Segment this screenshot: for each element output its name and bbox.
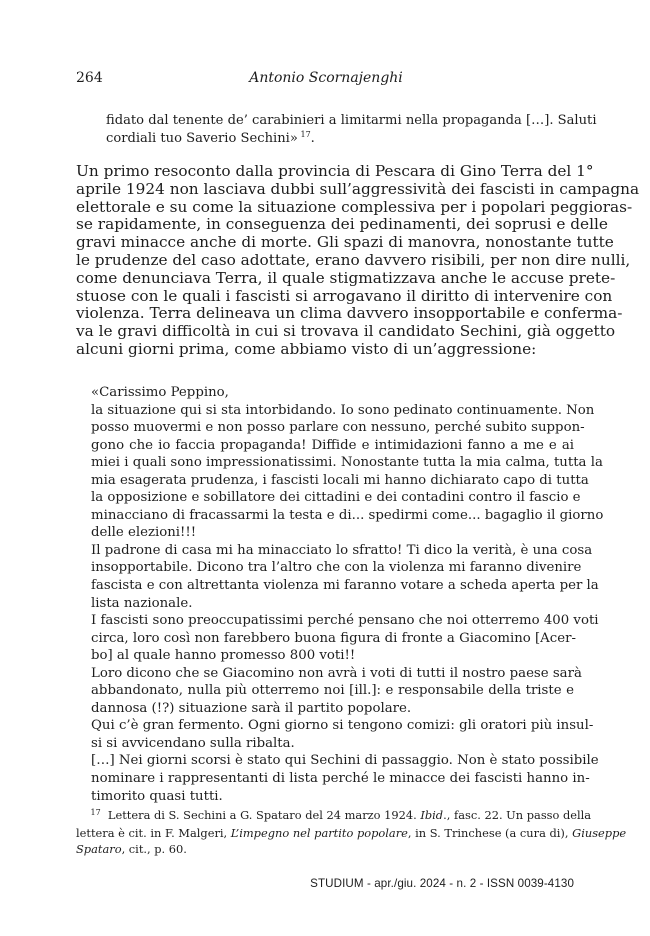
letter-line: minacciano di fracassarmi la testa e di... spedirmi come... bagaglio il giorno xyxy=(91,507,604,523)
letter-line: bo] al quale hanno promesso 800 voti!! xyxy=(91,648,356,664)
letter-line: si si avvicendano sulla ribalta. xyxy=(91,735,295,751)
footnote-number: 17 xyxy=(90,808,101,817)
running-header-author: Antonio Scornajenghi xyxy=(249,70,403,86)
footnote-book-title: L’impegno nel partito popolare xyxy=(230,826,408,840)
letter-line: I fascisti sono preoccupatissimi perché pensano che noi otterremo 400 voti xyxy=(91,613,599,629)
footnote-line xyxy=(76,807,592,825)
footnote-text: , in S. Trinchese (a cura di), xyxy=(407,826,569,840)
footnote-text: Lettera di S. Sechini a G. Spataro del 24 marzo 1924. xyxy=(107,808,417,822)
quote-line-text: cordiali tuo Saverio Sechini» xyxy=(106,131,298,146)
body-line: come denunciava Terra, il quale stigmatizzava anche le accuse prete- xyxy=(76,268,616,287)
letter-line: circa, loro così non farebbero buona figura di fronte a Giacomino [Acer- xyxy=(91,630,576,646)
quote-continuation xyxy=(106,112,597,149)
letter-line: timorito quasi tutti. xyxy=(91,788,223,804)
letter-line: mia esagerata prudenza, i fascisti locali mi hanno dichiarato capo di tutta xyxy=(91,472,589,488)
letter-line: delle elezioni!!! xyxy=(91,525,197,541)
body-line: violenza. Terra delineava un clima davvero insopportabile e conferma- xyxy=(76,304,623,323)
footnote xyxy=(76,807,627,857)
running-header xyxy=(76,70,576,88)
letter-line: gono che io faccia propaganda! Diffide e intimidazioni fanno a me e ai xyxy=(91,437,574,453)
letter-line: miei i quali sono impressionatissimi. Nonostante tutta la mia calma, tutta la xyxy=(91,455,603,471)
letter-line: la situazione qui si sta intorbidando. Io sono pedinato continuamente. Non xyxy=(91,402,595,418)
body-paragraph xyxy=(76,162,640,359)
body-line: va le gravi difficoltà in cui si trovava il candidato Sechini, già oggetto xyxy=(76,322,616,341)
body-line: elettorale e su come la situazione complessiva per i popolari peggioras- xyxy=(76,197,633,216)
letter-line: posso muovermi e non posso parlare con nessuno, perché subito suppon- xyxy=(91,420,585,436)
letter-line: Loro dicono che se Giacomino non avrà i voti di tutti il nostro paese sarà xyxy=(91,665,582,681)
journal-footer: STUDIUM - apr./giu. 2024 - n. 2 - ISSN 0039-4130 xyxy=(310,877,574,890)
body-line: aprile 1924 non lasciava dubbi sull’aggressività dei fascisti in campagna xyxy=(76,179,640,198)
footnote-text: lettera è cit. in F. Malgeri, xyxy=(76,826,228,840)
letter-line: […] Nei giorni scorsi è stato qui Sechini di passaggio. Non è stato possibile xyxy=(91,753,599,769)
letter-quotation xyxy=(91,384,604,805)
letter-line: fascista e con altrettanta violenza mi faranno votare a scheda aperta per la xyxy=(91,578,599,594)
letter-line: lista nazionale. xyxy=(91,595,193,611)
body-line: stuose con le quali i fascisti si arrogavano il diritto di intervenire con xyxy=(76,286,613,305)
body-line: gravi minacce anche di morte. Gli spazi di manovra, nonostante tutte xyxy=(76,233,614,252)
letter-line: dannosa (!?) situazione sarà il partito popolare. xyxy=(91,700,412,716)
body-line: se rapidamente, in conseguenza dei pedinamenti, dei soprusi e delle xyxy=(76,215,608,234)
footnote-reference[interactable]: 17 xyxy=(300,130,311,139)
footnote-volume-title: Spataro xyxy=(76,842,122,856)
footnote-volume-title: Giuseppe xyxy=(572,826,627,840)
footnote-text: ., fasc. 22. Un passo della xyxy=(443,808,592,822)
letter-line: Il padrone di casa mi ha minacciato lo sfratto! Ti dico la verità, è una cosa xyxy=(91,542,593,558)
letter-line: abbandonato, nulla più otterremo noi [ill.]: e responsabile della triste e xyxy=(91,683,574,699)
letter-line: insopportabile. Dicono tra l’altro che con la violenza mi faranno divenire xyxy=(91,560,582,576)
footnote-line xyxy=(76,825,627,841)
body-line: alcuni giorni prima, come abbiamo visto di un’aggressione: xyxy=(76,339,537,358)
letter-line: Qui c’è gran fermento. Ogni giorno si tengono comizi: gli oratori più insul- xyxy=(91,718,594,734)
body-line: le prudenze del caso adottate, erano davvero risibili, per non dire nulli, xyxy=(76,250,631,269)
quote-line: cordiali tuo Saverio Sechini» $^{17}$. xyxy=(106,130,315,146)
page-number: 264 xyxy=(76,70,103,86)
footnote-line xyxy=(76,841,576,857)
body-line: Un primo resoconto dalla provincia di Pescara di Gino Terra del 1° xyxy=(76,162,594,180)
footnote-ibid: Ibid xyxy=(420,808,444,822)
quote-line: fidato dal tenente de’ carabinieri a limitarmi nella propaganda […]. Saluti xyxy=(106,113,597,128)
footnote-text: , cit., p. 60. xyxy=(121,842,187,856)
letter-line: «Carissimo Peppino, xyxy=(91,385,229,400)
letter-line: la opposizione e sobillatore dei cittadini e dei contadini contro il fascio e xyxy=(91,490,581,506)
letter-line: nominare i rappresentanti di lista perché le minacce dei fascisti hanno in- xyxy=(91,771,590,787)
